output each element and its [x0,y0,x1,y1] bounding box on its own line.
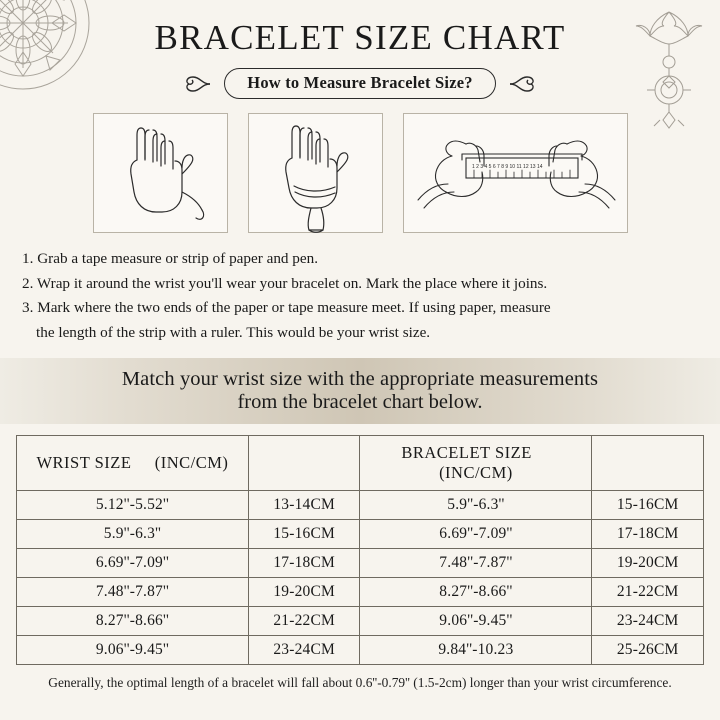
cell-wrist-inc: 5.12''-5.52'' [17,490,249,519]
header-wrist-size-title: WRIST SIZE [36,452,132,472]
header-wrist-size [17,435,249,490]
table-row [17,606,704,635]
cell-wrist-cm: 19-20CM [248,577,360,606]
step-2: 2. Wrap it around the wrist you'll wear your bracelet on. Mark the place where it joins. [22,274,548,292]
table-row [17,548,704,577]
illustration-panel-1 [93,113,228,233]
match-banner-line1: Match your wrist size with the appropriate measurements [121,367,599,390]
cell-bracelet-cm: 21-22CM [592,577,704,606]
table-row [17,490,704,519]
howto-label: How to Measure Bracelet Size? [224,68,495,99]
match-banner [0,358,720,424]
page-title: BRACELET SIZE CHART [154,18,566,57]
hand-with-paper-strip-icon [249,114,384,234]
header-bracelet-cm [592,435,704,490]
cell-bracelet-inc: 7.48''-7.87'' [360,548,592,577]
cell-bracelet-inc: 9.06''-9.45'' [360,606,592,635]
cell-wrist-inc: 8.27''-8.66'' [17,606,249,635]
step-1: 1. Grab a tape measure or strip of paper and pen. [22,250,319,267]
cell-wrist-cm: 23-24CM [248,635,360,664]
cell-bracelet-cm: 23-24CM [592,606,704,635]
cell-bracelet-inc: 8.27''-8.66'' [360,577,592,606]
measure-steps [22,247,696,346]
cell-wrist-inc: 7.48''-7.87'' [17,577,249,606]
flourish-right-icon [506,71,540,97]
size-table [16,435,704,665]
cell-bracelet-inc: 9.84''-10.23 [360,635,592,664]
step-3: 3. Mark where the two ends of the paper or tape measure meet. If using paper, measure [22,299,551,317]
illustration-panels [0,113,720,233]
header-bracelet-size [360,435,592,490]
cell-wrist-cm: 17-18CM [248,548,360,577]
table-row [17,577,704,606]
table-row [17,635,704,664]
header-wrist-cm [248,435,360,490]
table-header-row [17,435,704,490]
svg-text:1 2 3 4 5 6 7 8 9 10 11 12 13: 1 2 3 4 5 6 7 8 9 10 11 12 13 14 [471,164,543,170]
match-banner-line2: from the bracelet chart below. [237,390,483,413]
cell-wrist-inc: 5.9''-6.3'' [17,519,249,548]
cell-wrist-cm: 21-22CM [248,606,360,635]
footnote: Generally, the optimal length of a bracelet will fall about 0.6''-0.79'' (1.5-2cm) longer than your wrist circumference. [48,674,672,690]
step-3-cont-text: the length of the strip with a ruler. This would be your wrist size. [36,323,431,341]
cell-bracelet-inc: 6.69''-7.09'' [360,519,592,548]
header-bracelet-size-title: BRACELET SIZE [401,442,532,462]
cell-bracelet-cm: 25-26CM [592,635,704,664]
hands-measuring-strip-with-ruler-icon [404,114,629,234]
illustration-panel-3 [403,113,628,233]
cell-wrist-cm: 13-14CM [248,490,360,519]
header-bracelet-size-unit: (INC/CM) [439,462,513,482]
cell-wrist-inc: 6.69''-7.09'' [17,548,249,577]
cell-bracelet-cm: 19-20CM [592,548,704,577]
cell-wrist-cm: 15-16CM [248,519,360,548]
step-3-cont [22,321,696,346]
header-wrist-size-unit: (INC/CM) [154,452,229,472]
illustration-panel-2 [248,113,383,233]
cell-bracelet-inc: 5.9''-6.3'' [360,490,592,519]
cell-bracelet-cm: 15-16CM [592,490,704,519]
hand-with-tape-icon [94,114,229,234]
flourish-left-icon [180,71,214,97]
cell-bracelet-cm: 17-18CM [592,519,704,548]
table-row [17,519,704,548]
cell-wrist-inc: 9.06''-9.45'' [17,635,249,664]
howto-banner [0,68,720,99]
